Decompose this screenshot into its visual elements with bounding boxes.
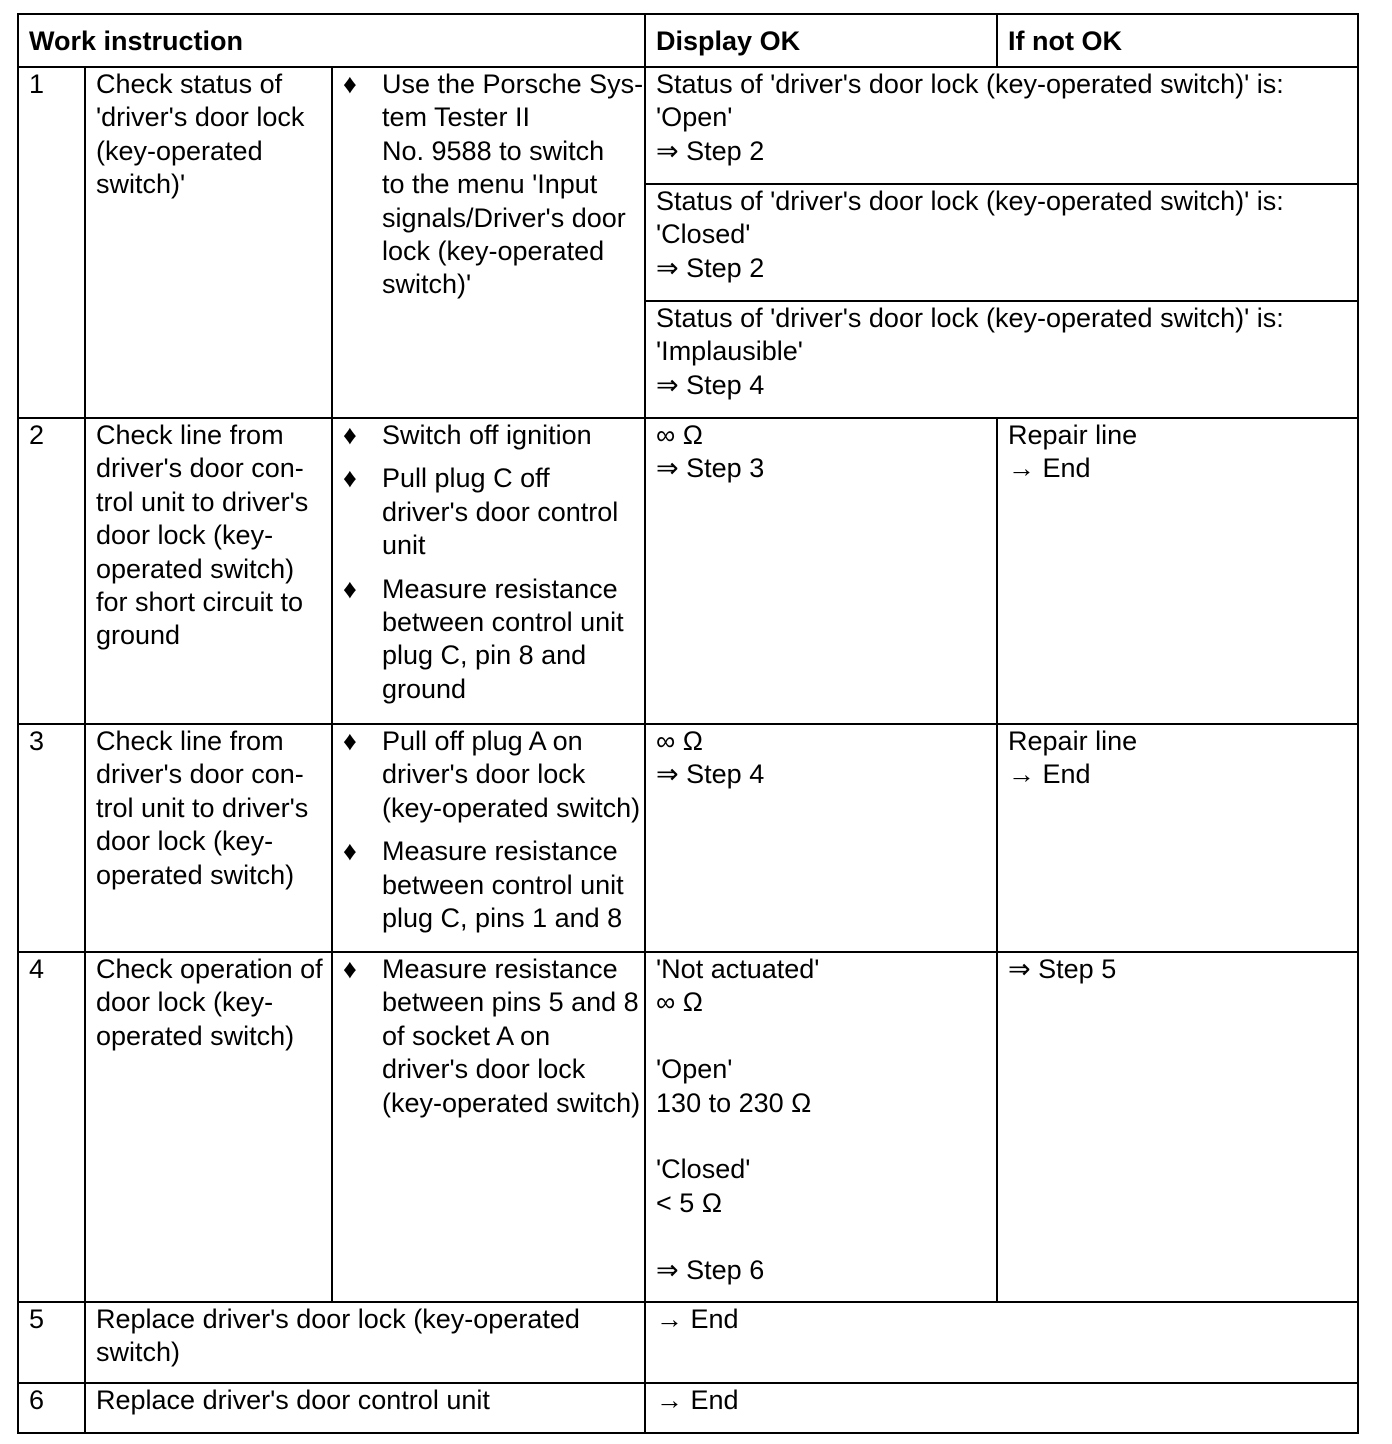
status-open: Status of 'driver's door lock (key-operated switch)' is: 'Open' ⇒ Step 2 (645, 67, 1358, 184)
bullet-diamond-icon: ♦ (343, 420, 357, 450)
instruction-bullets (332, 67, 645, 418)
step-row-2 (18, 418, 1358, 724)
check-description: Check status of 'driver's door lock (key-operated switch)' (85, 67, 332, 418)
step-number: 3 (18, 724, 85, 952)
display-ok-cell: 'Not actuated' ∞ Ω 'Open' 130 to 230 Ω 'Closed' < 5 Ω ⇒ Step 6 (645, 952, 997, 1302)
step-number: 4 (18, 952, 85, 1302)
action-description: Replace driver's door lock (key-operated switch) (85, 1302, 645, 1383)
header-work-instruction: Work instruction (18, 14, 645, 67)
step-row-4 (18, 952, 1358, 1302)
bullet-item: ♦ Pull off plug A on driver's door lock (key-operated switch) (343, 726, 641, 823)
bullet-diamond-icon: ♦ (343, 954, 357, 984)
bullet-diamond-icon: ♦ (343, 573, 357, 604)
bullet-item: ♦ Measure resistance between pins 5 and 8 of socket A on driver's door lock (key-operated switch) (343, 954, 641, 1118)
bullet-diamond-icon: ♦ (343, 69, 357, 99)
header-if-not-ok: If not OK (997, 14, 1358, 67)
status-closed: Status of 'driver's door lock (key-operated switch)' is: 'Closed' ⇒ Step 2 (645, 184, 1358, 301)
bullet-diamond-icon: ♦ (343, 463, 357, 494)
step-number: 6 (18, 1383, 85, 1433)
result-cell: → End (645, 1383, 1358, 1433)
step-number: 2 (18, 418, 85, 724)
instruction-bullets (332, 418, 645, 724)
bullet-item: ♦ Measure resistance between control unit plug C, pin 8 and ground (343, 573, 624, 704)
bullet-item: ♦ Use the Porsche Sys- tem Tester II No. 9588 to switch to the menu 'Input signals/Driver's door lock (key-operated switch)' (343, 69, 644, 300)
if-not-ok-cell: ⇒ Step 5 (997, 952, 1358, 1302)
if-not-ok-cell: Repair line → End (997, 724, 1358, 952)
instruction-bullets (332, 724, 645, 952)
bullet-item: ♦ Switch off ignition (343, 419, 635, 452)
bullet-diamond-icon: ♦ (343, 726, 357, 756)
step-number: 1 (18, 67, 85, 418)
bullet-item: ♦ Pull plug C off driver's door control unit (343, 463, 619, 561)
status-implausible: Status of 'driver's door lock (key-operated switch)' is: 'Implausible' ⇒ Step 4 (645, 301, 1358, 418)
work-instruction-table (17, 13, 1359, 1434)
step-row-3 (18, 724, 1358, 952)
if-not-ok-cell: Repair line → End (997, 418, 1358, 724)
check-description: Check line from driver's door con- trol unit to driver's door lock (key- operated switch) (85, 724, 332, 952)
action-description: Replace driver's door control unit (85, 1383, 645, 1433)
bullet-item: ♦ Measure resistance between control unit plug C, pins 1 and 8 (343, 836, 624, 934)
check-description: Check operation of door lock (key- operated switch) (85, 952, 332, 1302)
table-header-row (18, 14, 1358, 67)
instruction-bullets (332, 952, 645, 1302)
result-cell: → End (645, 1302, 1358, 1383)
step-number: 5 (18, 1302, 85, 1383)
display-ok-cell: ∞ Ω ⇒ Step 4 (645, 724, 997, 952)
check-description: Check line from driver's door con- trol unit to driver's door lock (key- operated switch) for short circuit to ground (85, 418, 332, 724)
step-row-1 (18, 67, 1358, 184)
step-row-6 (18, 1383, 1358, 1433)
display-ok-cell: ∞ Ω ⇒ Step 3 (645, 418, 997, 724)
step-row-5 (18, 1302, 1358, 1383)
header-display-ok: Display OK (645, 14, 997, 67)
bullet-diamond-icon: ♦ (343, 836, 357, 867)
